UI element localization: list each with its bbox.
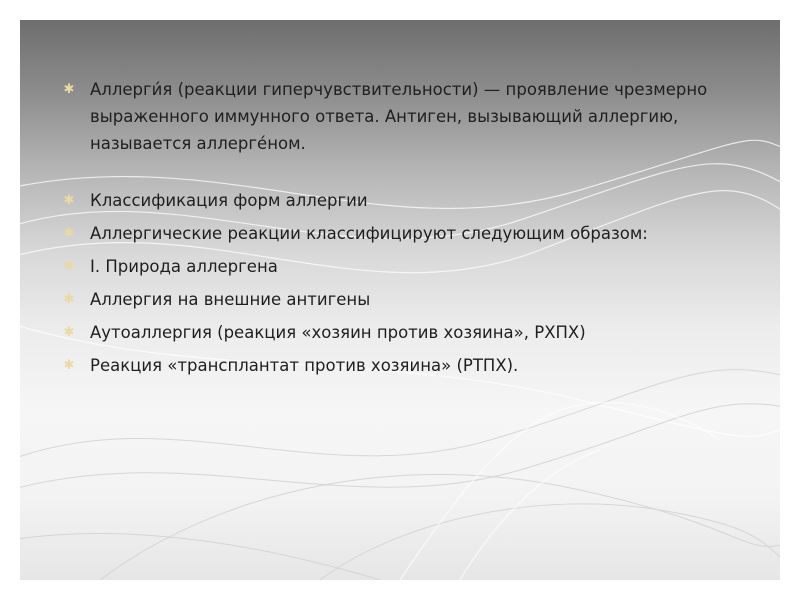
asterisk-bullet-icon: ✱ [63, 82, 75, 97]
bullet-text: Аутоаллергия (реакция «хозяин против хозяина», РХПХ) [90, 323, 586, 342]
slide-content [62, 76, 762, 379]
bullet-list [62, 76, 762, 379]
bullet-item-reactions-classified [62, 220, 762, 247]
bullet-text: Классификация форм аллергии [90, 191, 368, 210]
bullet-item-classification [62, 187, 762, 214]
bullet-text: Аллергические реакции классифицируют следующим образом: [90, 224, 648, 243]
bullet-text: Реакция «трансплантат против хозяина» (РТПХ). [90, 356, 519, 375]
asterisk-bullet-icon: ✱ [63, 226, 75, 241]
asterisk-bullet-icon: ✱ [63, 193, 75, 208]
asterisk-bullet-icon: ✱ [63, 325, 75, 340]
bullet-item-autoallergy [62, 319, 762, 346]
bullet-text: I. Природа аллергена [90, 257, 278, 276]
bullet-item-gvhd [62, 352, 762, 379]
bullet-item-allergy-definition [62, 76, 762, 157]
bullet-text: Аллерги́я (реакции гиперчувствительности) — проявление чрезмерно выраженного иммунного ответа. Антиген, вызывающий аллергию, называется аллерге́ном. [90, 80, 708, 153]
asterisk-bullet-icon: ✱ [63, 358, 75, 373]
bullet-item-external-antigens [62, 286, 762, 313]
asterisk-bullet-icon: ✱ [63, 292, 75, 307]
asterisk-bullet-icon: ✱ [63, 259, 75, 274]
bullet-item-allergen-nature [62, 253, 762, 280]
bullet-text: Аллергия на внешние антигены [90, 290, 371, 309]
